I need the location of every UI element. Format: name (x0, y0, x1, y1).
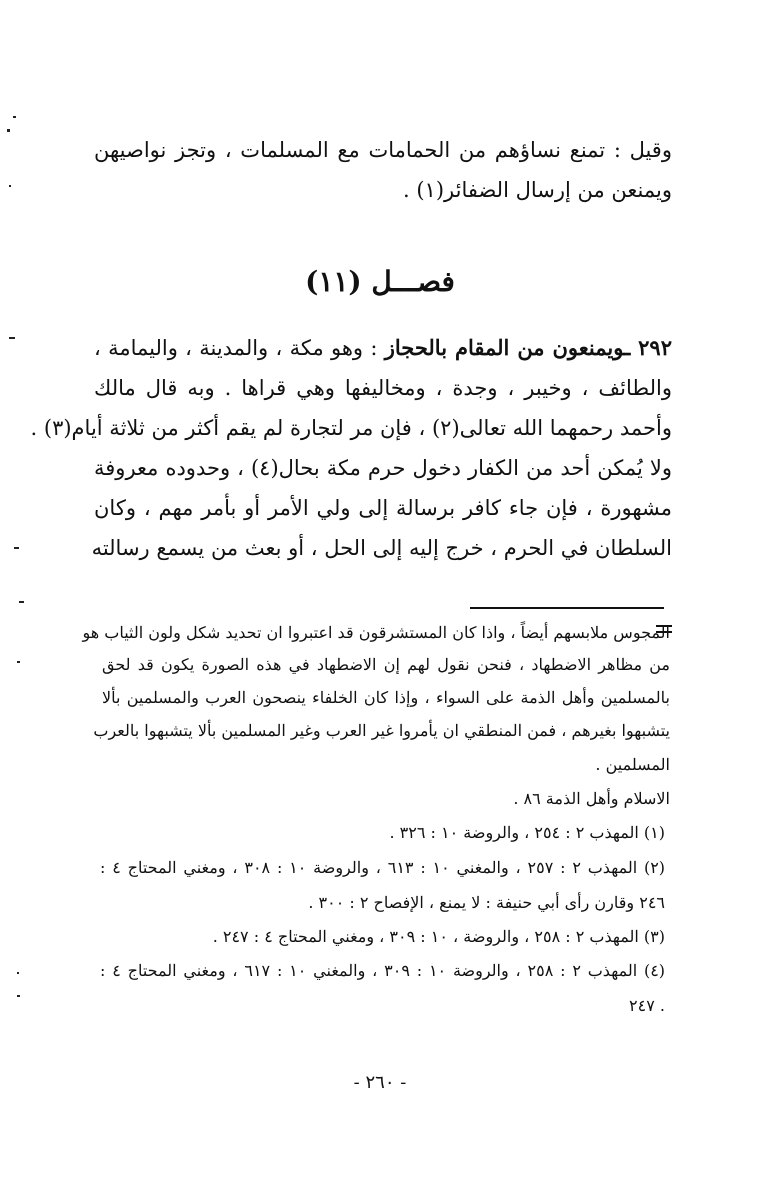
footnote-2: (٢) المهذب ٢ : ٢٥٧ ، والمغني ١٠ : ٦١٣ ، والروضة ١٠ : ٣٠٨ ، ومغني المحتاج ٤ : (100, 858, 666, 877)
scan-speck (19, 601, 24, 603)
body-line: مشهورة ، فإن جاء كافر برسالة إلى ولي الأمر أو بأمر مهم ، وكان (94, 496, 672, 520)
paragraph-term: ويمنعون من المقام بالحجاز (384, 335, 625, 360)
footnote-3: (٣) المهذب ٢ : ٢٥٨ ، والروضة ، ١٠ : ٣٠٩ ، ومغني المحتاج ٤ : ٢٤٧ . (212, 927, 665, 946)
scan-speck (9, 337, 15, 339)
paragraph-text: : وهو مكة ، والمدينة ، واليمامة ، (94, 336, 385, 360)
footnote-line: من مظاهر الاضطهاد ، فنحن نقول لهم إن الاضطهاد في هذه الصورة يكون قد لحق (102, 655, 670, 674)
footnote-rule (470, 607, 664, 609)
body-line: وقيل : تمنع نساؤهم من الحمامات مع المسلمات ، وتجز نواصيهن (94, 138, 672, 162)
paragraph-lead-line (94, 328, 672, 368)
scan-speck (17, 995, 20, 997)
footnote-1: (١) المهذب ٢ : ٢٥٤ ، والروضة ١٠ : ٣٢٦ . (389, 823, 665, 842)
body-line: السلطان في الحرم ، خرج إليه إلى الحل ، أو بعث من يسمع رسالته (91, 536, 672, 560)
footnote-4-continued: ٢٤٧ . (629, 996, 665, 1015)
paragraph-number: ٢٩٢ ـ (624, 335, 672, 360)
body-line: وأحمد رحمهما الله تعالى(٢) ، فإن مر لتجارة لم يقم أكثر من ثلاثة أيام(٣) . (30, 416, 672, 440)
scan-speck (7, 129, 10, 132)
body-line: والطائف ، وخيبر ، وجدة ، ومخاليفها وهي قراها . وبه قال مالك (94, 376, 672, 400)
body-line: ولا يُمكن أحد من الكفار دخول حرم مكة بحال(٤) ، وحدوده معروفة (94, 456, 672, 480)
body-line: ويمنعن من إرسال الضفائر(١) . (403, 178, 672, 202)
footnote-line: المجوس ملابسهم أيضاً ، واذا كان المستشرقون قد اعتبروا ان تحديد شكل ولون الثياب هو (82, 623, 670, 642)
footnote-line: يتشبهوا بغيرهم ، فمن المنطقي ان يأمروا غير العرب وغير المسلمين بألا يتشبهوا بالعرب (93, 721, 670, 740)
footnote-line: المسلمين . (595, 755, 670, 774)
scan-speck (9, 185, 11, 187)
page-number: - ٢٦٠ - (353, 1072, 407, 1093)
footnote-2-continued: ٢٤٦ وقارن رأى أبي حنيفة : لا يمنع ، الإفصاح ٢ : ٣٠٠ . (308, 893, 665, 912)
scan-speck (13, 116, 16, 118)
scan-speck (17, 661, 20, 663)
footnote-line: بالمسلمين وأهل الذمة على السواء ، وإذا كان الخلفاء ينصحون العرب والمسلمين بألا (102, 688, 670, 707)
footnote-4: (٤) المهذب ٢ : ٢٥٨ ، والروضة ١٠ : ٣٠٩ ، والمغني ١٠ : ٦١٧ ، ومغني المحتاج ٤ : (100, 961, 666, 980)
scan-speck (14, 547, 19, 549)
section-heading: فصـــل (١١) (305, 265, 455, 298)
footnote-line: الاسلام وأهل الذمة ٨٦ . (513, 789, 670, 808)
scan-speck (17, 972, 19, 974)
